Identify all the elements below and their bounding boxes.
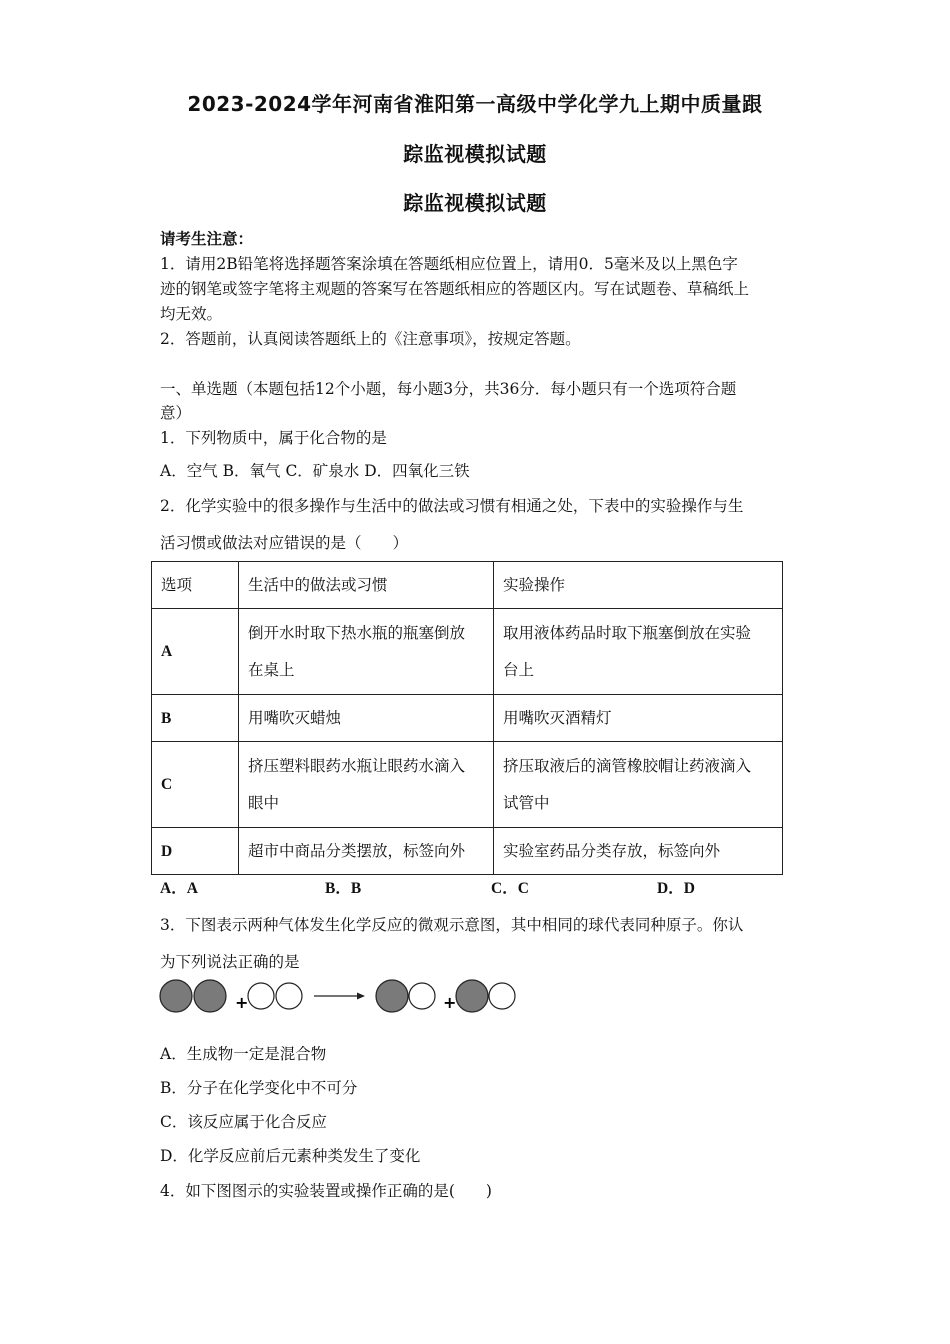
cell-line: 台上 bbox=[503, 660, 535, 679]
cell-line: 在桌上 bbox=[248, 660, 295, 679]
row-lab: 实验室药品分类存放，标签向外 bbox=[494, 828, 783, 875]
light-atom bbox=[248, 983, 274, 1009]
row-key: C bbox=[152, 742, 239, 828]
question-2-table bbox=[151, 561, 783, 875]
section-heading-cont: 意） bbox=[160, 404, 192, 422]
table-row bbox=[152, 742, 783, 828]
question-1-stem: 1．下列物质中，属于化合物的是 bbox=[160, 429, 387, 447]
cell-line: 取用液体药品时取下瓶塞倒放在实验 bbox=[503, 623, 752, 642]
table-row bbox=[152, 828, 783, 875]
row-life bbox=[239, 742, 494, 828]
light-atom bbox=[489, 983, 515, 1009]
reaction-diagram bbox=[158, 978, 528, 1018]
notice-line: 2．答题前，认真阅读答题纸上的《注意事项》，按规定答题。 bbox=[160, 330, 581, 348]
row-lab bbox=[494, 742, 783, 828]
header-lab: 实验操作 bbox=[494, 562, 783, 609]
cell-line: 眼中 bbox=[248, 793, 280, 812]
dark-atom bbox=[194, 980, 226, 1012]
dark-atom bbox=[376, 980, 408, 1012]
light-atom bbox=[409, 983, 435, 1009]
header-option: 选项 bbox=[152, 562, 239, 609]
row-life: 超市中商品分类摆放，标签向外 bbox=[239, 828, 494, 875]
question-2-option-a: A．A bbox=[160, 880, 198, 897]
cell-line: 挤压塑料眼药水瓶让眼药水滴入 bbox=[248, 756, 466, 775]
plus-sign: + bbox=[235, 993, 249, 1012]
question-3-stem-cont: 为下列说法正确的是 bbox=[160, 953, 300, 971]
question-2-option-c: C．C bbox=[491, 880, 529, 897]
question-2-option-d: D．D bbox=[657, 880, 695, 897]
question-3-stem: 3．下图表示两种气体发生化学反应的微观示意图，其中相同的球代表同种原子。你认 bbox=[160, 916, 744, 934]
page-title-line-2: 踪监视模拟试题 bbox=[403, 142, 547, 166]
question-3-option-a: A．生成物一定是混合物 bbox=[160, 1045, 327, 1063]
question-3-option-c: C．该反应属于化合反应 bbox=[160, 1113, 327, 1131]
page-title-line-1: 2023-2024学年河南省淮阳第一高级中学化学九上期中质量跟 bbox=[187, 92, 763, 116]
row-lab bbox=[494, 609, 783, 695]
notice-line: 1．请用2B铅笔将选择题答案涂填在答题纸相应位置上，请用0．5毫米及以上黑色字 bbox=[160, 255, 738, 273]
page-title-line-3: 踪监视模拟试题 bbox=[403, 191, 547, 215]
question-2-option-b: B．B bbox=[325, 880, 362, 897]
row-life: 用嘴吹灭蜡烛 bbox=[239, 695, 494, 742]
question-4-stem: 4．如下图图示的实验装置或操作正确的是( ) bbox=[160, 1182, 492, 1200]
table-row bbox=[152, 609, 783, 695]
cell-line: 挤压取液后的滴管橡胶帽让药液滴入 bbox=[503, 756, 752, 775]
question-2-stem-cont: 活习惯或做法对应错误的是（ ） bbox=[160, 534, 409, 552]
section-heading: 一、单选题（本题包括12个小题，每小题3分，共36分．每小题只有一个选项符合题 bbox=[160, 380, 737, 398]
notice-line: 迹的钢笔或签字笔将主观题的答案写在答题纸相应的答题区内。写在试题卷、草稿纸上 bbox=[160, 280, 750, 298]
question-3-option-d: D．化学反应前后元素种类发生了变化 bbox=[160, 1147, 421, 1165]
reaction-arrow-head bbox=[357, 993, 365, 1000]
row-lab: 用嘴吹灭酒精灯 bbox=[494, 695, 783, 742]
question-3-option-b: B．分子在化学变化中不可分 bbox=[160, 1079, 358, 1097]
cell-line: 倒开水时取下热水瓶的瓶塞倒放 bbox=[248, 623, 466, 642]
question-1-options: A．空气 B．氧气 C．矿泉水 D．四氧化三铁 bbox=[160, 462, 470, 480]
row-key: A bbox=[152, 609, 239, 695]
row-key: D bbox=[152, 828, 239, 875]
question-2-stem: 2．化学实验中的很多操作与生活中的做法或习惯有相通之处，下表中的实验操作与生 bbox=[160, 497, 744, 515]
header-life: 生活中的做法或习惯 bbox=[239, 562, 494, 609]
dark-atom bbox=[456, 980, 488, 1012]
table-header-row bbox=[152, 562, 783, 609]
table-row bbox=[152, 695, 783, 742]
plus-sign: + bbox=[443, 993, 457, 1012]
notice-line: 均无效。 bbox=[160, 305, 223, 323]
row-life bbox=[239, 609, 494, 695]
row-key: B bbox=[152, 695, 239, 742]
notice-heading: 请考生注意： bbox=[160, 229, 254, 248]
dark-atom bbox=[160, 980, 192, 1012]
light-atom bbox=[276, 983, 302, 1009]
cell-line: 试管中 bbox=[503, 793, 550, 812]
